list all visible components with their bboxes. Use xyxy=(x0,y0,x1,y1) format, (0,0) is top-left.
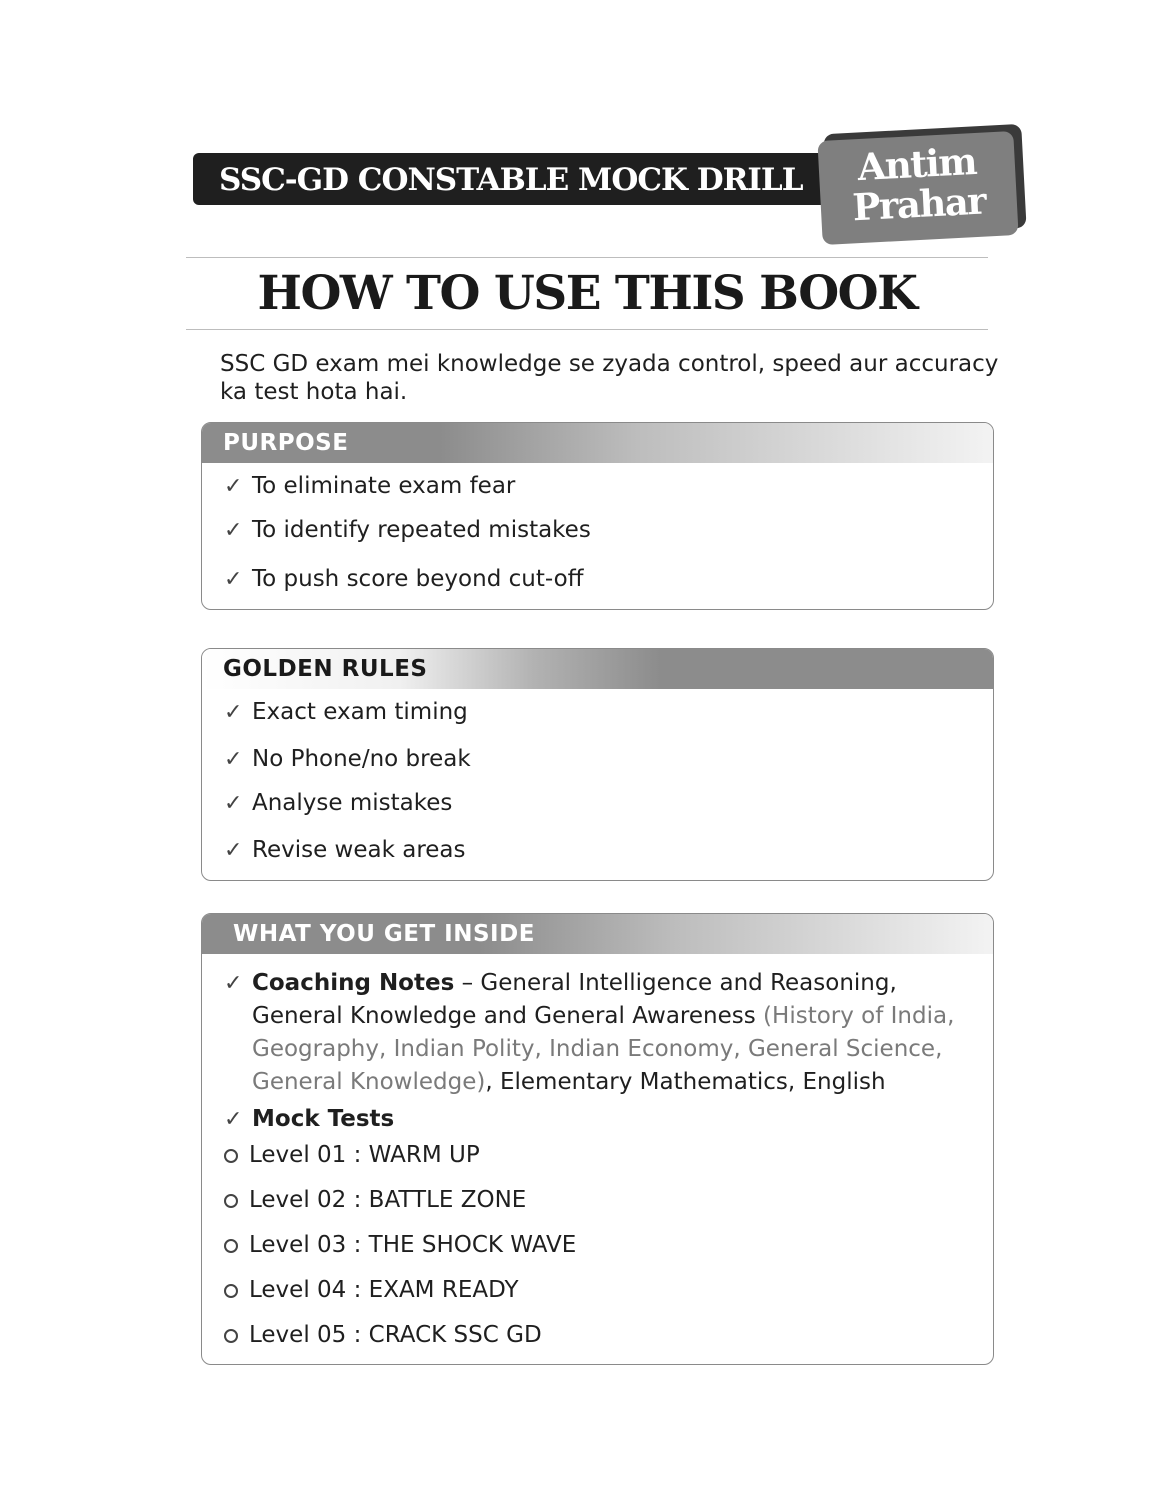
purpose-item: ✓ To push score beyond cut-off xyxy=(224,566,584,592)
badge-line2: Prahar xyxy=(851,178,987,230)
inside-heading: WHAT YOU GET INSIDE xyxy=(202,914,993,954)
circle-bullet-icon xyxy=(224,1284,238,1298)
purpose-item: ✓ To identify repeated mistakes xyxy=(224,517,591,543)
check-icon: ✓ xyxy=(224,700,243,725)
coaching-subjects: General Intelligence and Reasoning, General Knowledge and General Awareness xyxy=(252,970,897,1029)
intro-text: SSC GD exam mei knowledge se zyada control, speed aur accuracy ka test hota hai. xyxy=(220,351,999,405)
check-icon: ✓ xyxy=(224,971,243,996)
check-icon: ✓ xyxy=(224,518,243,543)
level-item: Level 05 : CRACK SSC GD xyxy=(224,1322,542,1348)
rule-item: ✓ No Phone/no break xyxy=(224,746,471,772)
golden-rules-heading: GOLDEN RULES xyxy=(202,649,993,689)
mock-tests-label: ✓ Mock Tests xyxy=(224,1106,395,1132)
coaching-notes: ✓ Coaching Notes – General Intelligence and Reasoning, General Knowledge and General Awareness (History of India, Geography, Indian Polity, Indian Economy, General Science, General Knowledge), Elementary Mathematics, English xyxy=(224,967,964,1099)
check-icon: ✓ xyxy=(224,567,243,592)
circle-bullet-icon xyxy=(224,1329,238,1343)
level-item: Level 02 : BATTLE ZONE xyxy=(224,1187,526,1213)
rule-item: ✓ Exact exam timing xyxy=(224,699,468,725)
banner-title: SSC-GD CONSTABLE MOCK DRILL xyxy=(219,162,803,198)
coaching-gk-topics: (History of India, Geography, Indian Polity, Indian Economy, General Science, General Knowledge) xyxy=(252,1003,955,1095)
check-icon: ✓ xyxy=(224,1107,243,1132)
check-icon: ✓ xyxy=(224,838,243,863)
title-rule-bottom xyxy=(186,329,988,330)
circle-bullet-icon xyxy=(224,1239,238,1253)
level-item: Level 03 : THE SHOCK WAVE xyxy=(224,1232,576,1258)
title-rule-top xyxy=(186,257,988,258)
inside-box xyxy=(201,913,994,1365)
purpose-box xyxy=(201,422,994,610)
check-icon: ✓ xyxy=(224,791,243,816)
golden-rules-box xyxy=(201,648,994,881)
header-banner xyxy=(193,153,833,205)
check-icon: ✓ xyxy=(224,474,243,499)
badge-line1: Antim xyxy=(856,138,978,190)
coaching-label: Coaching Notes xyxy=(252,970,455,996)
purpose-heading: PURPOSE xyxy=(202,423,993,463)
circle-bullet-icon xyxy=(224,1149,238,1163)
circle-bullet-icon xyxy=(224,1194,238,1208)
page-title: HOW TO USE THIS BOOK xyxy=(257,266,917,321)
rule-item: ✓ Revise weak areas xyxy=(224,837,466,863)
antim-prahar-badge xyxy=(817,131,1018,245)
purpose-item: ✓ To eliminate exam fear xyxy=(224,473,516,499)
check-icon: ✓ xyxy=(224,747,243,772)
rule-item: ✓ Analyse mistakes xyxy=(224,790,453,816)
level-item: Level 04 : EXAM READY xyxy=(224,1277,519,1303)
level-item: Level 01 : WARM UP xyxy=(224,1142,480,1168)
